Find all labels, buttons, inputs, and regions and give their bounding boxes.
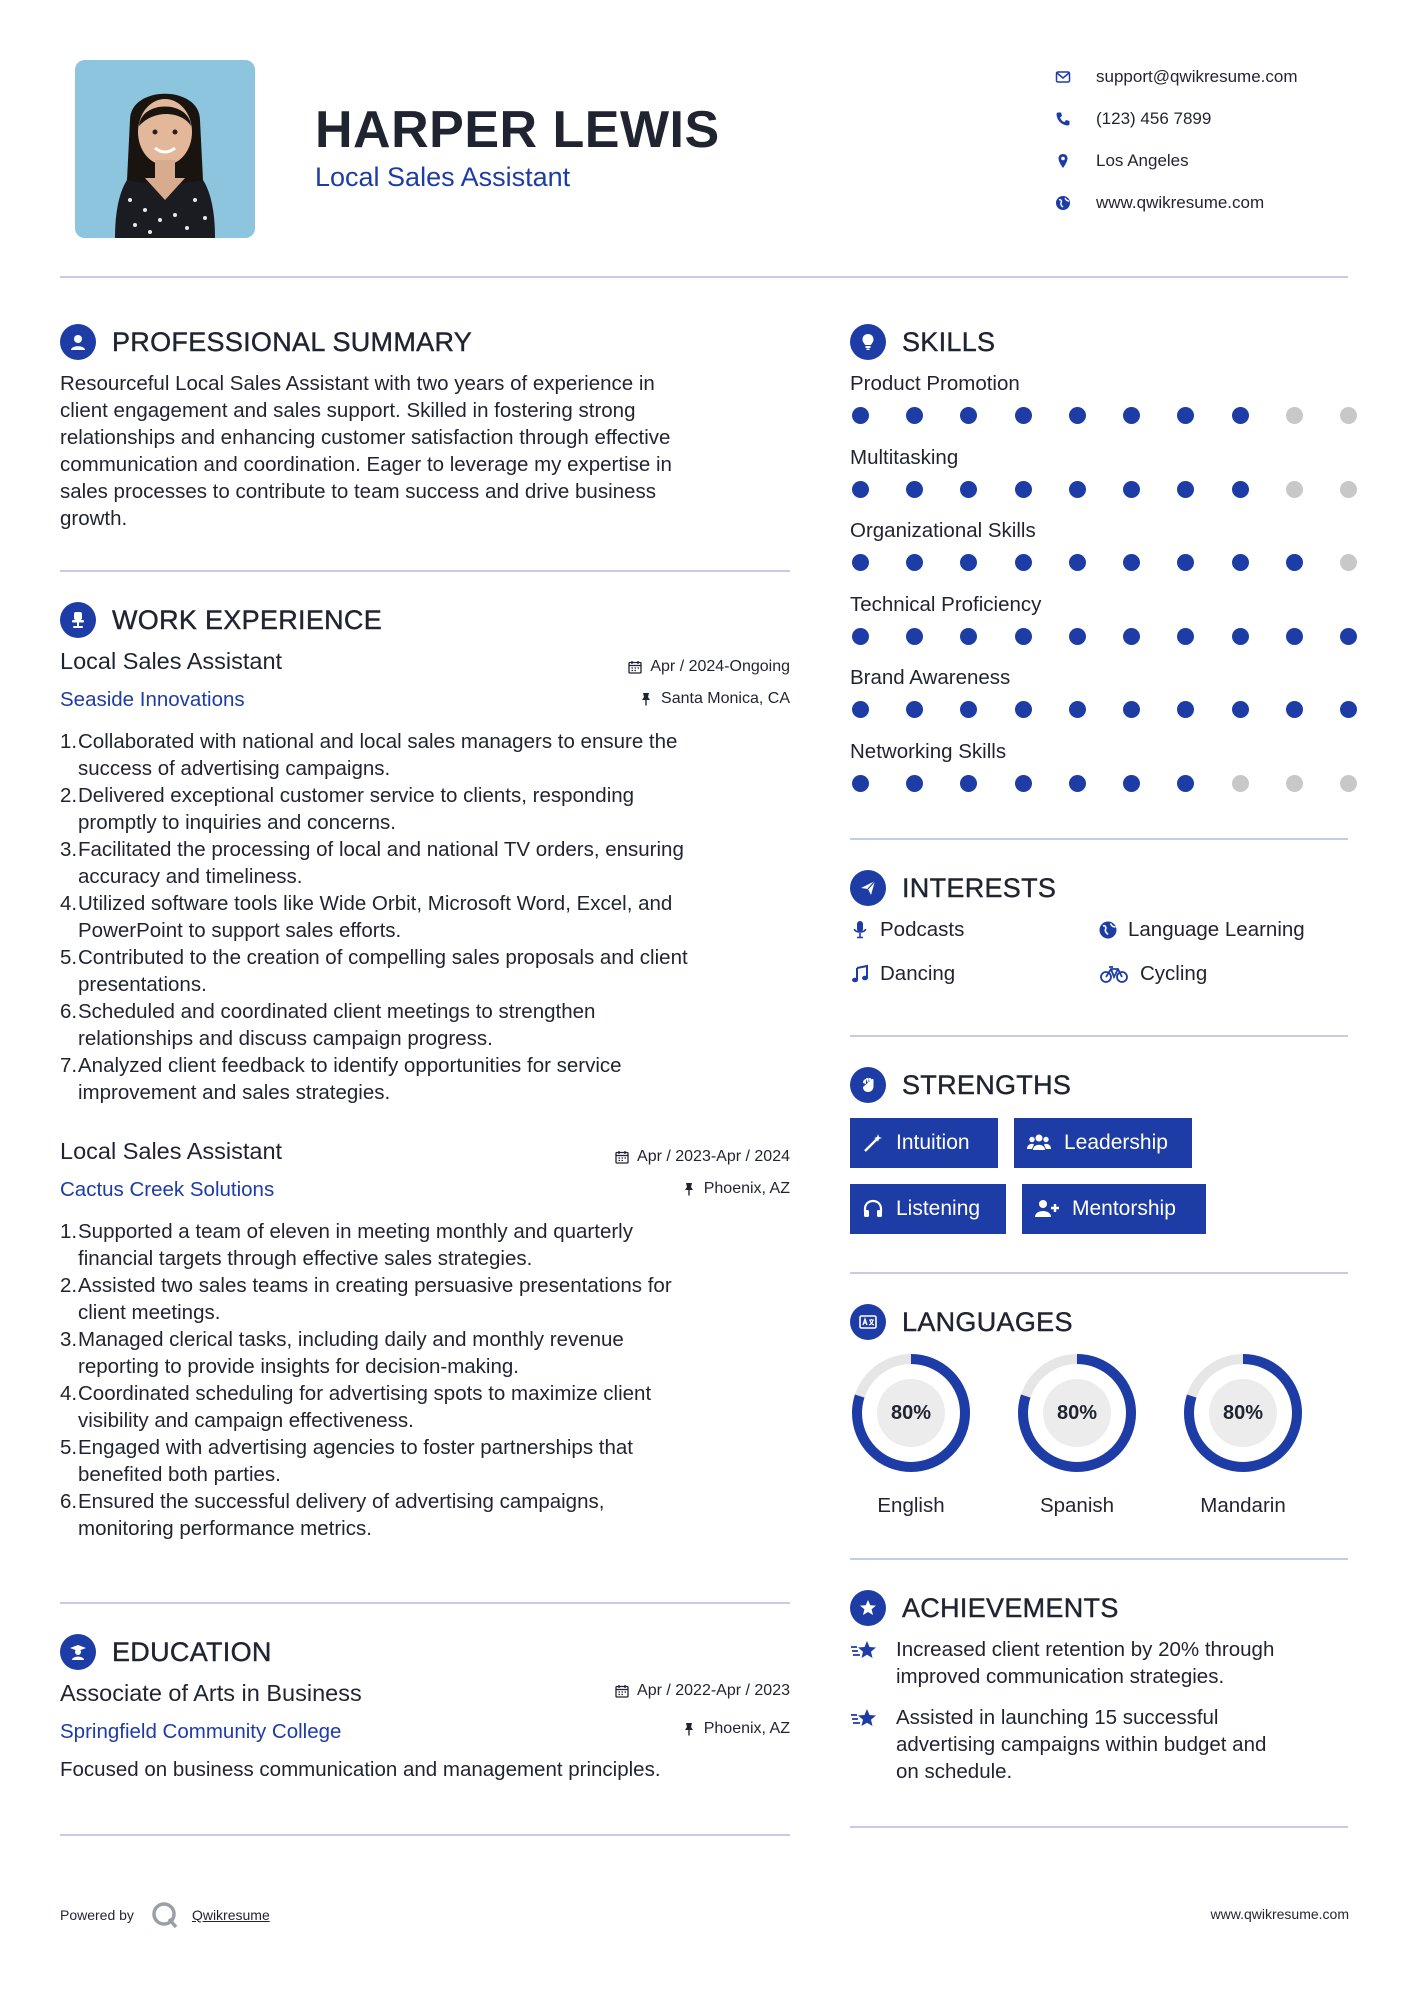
rating-dot-filled: [1069, 554, 1086, 571]
rating-dot-filled: [1069, 628, 1086, 645]
education-dates: [540, 1682, 790, 1700]
job-1-location: [540, 690, 790, 708]
rating-dot-filled: [906, 775, 923, 792]
rating-dot-filled: [1015, 481, 1032, 498]
experience-heading: [60, 602, 382, 638]
interest-cycling: [1098, 962, 1207, 986]
contact-email[interactable]: [1050, 56, 1380, 98]
rating-dot-filled: [1069, 775, 1086, 792]
rating-dot-filled: [960, 628, 977, 645]
rating-dot-filled: [960, 481, 977, 498]
rating-dot-filled: [1286, 554, 1303, 571]
skill-name: Brand Awareness: [850, 666, 1011, 689]
rating-dot-filled: [1123, 407, 1140, 424]
header-divider: [60, 276, 1348, 278]
list-item: Utilized software tools like Wide Orbit, Microsoft Word, Excel, and PowerPoint to support sales efforts.: [78, 892, 673, 942]
achievement-item: [850, 1636, 1348, 1690]
rating-dot-filled: [1177, 628, 1194, 645]
rating-dot-filled: [906, 481, 923, 498]
contact-email-text: support@qwikresume.com: [1096, 67, 1298, 86]
shooting-star-icon: [850, 1638, 880, 1664]
job-2-location: [540, 1180, 790, 1198]
skill-rating: [852, 775, 1357, 792]
globe-icon: [1098, 920, 1118, 940]
summary-line: sales processes to contribute to team success and drive business: [60, 480, 656, 503]
user-icon: [60, 324, 96, 360]
interest-dancing: [850, 962, 955, 986]
rating-dot-filled: [906, 628, 923, 645]
skills-divider: [850, 838, 1348, 840]
job-2-company: Cactus Creek Solutions: [60, 1178, 275, 1201]
summary-text: [60, 370, 800, 532]
summary-divider: [60, 570, 790, 572]
list-item: Assisted two sales teams in creating persuasive presentations for client meetings.: [78, 1274, 672, 1324]
strength-listening: [850, 1184, 1006, 1234]
interests-heading: [850, 870, 1056, 906]
education-location: [540, 1720, 790, 1738]
pushpin-icon: [682, 1722, 696, 1736]
list-item: Delivered exceptional customer service to clients, responding promptly to inquiries and concerns.: [78, 784, 635, 834]
rating-dot-filled: [852, 554, 869, 571]
envelope-icon: [1050, 67, 1076, 87]
rating-dot-filled: [1177, 481, 1194, 498]
strength-label: Listening: [896, 1197, 981, 1220]
globe-icon: [1050, 193, 1076, 213]
contact-list: [1050, 56, 1380, 224]
rating-dot-filled: [1015, 701, 1032, 718]
list-item: Scheduled and coordinated client meetings to strengthen relationships and discuss campaign progress.: [78, 1000, 596, 1050]
interest-label: Podcasts: [880, 918, 965, 941]
achievements-heading: [850, 1590, 1119, 1626]
list-item: Coordinated scheduling for advertising spots to maximize client visibility and campaign effectiveness.: [78, 1382, 652, 1432]
rating-dot-empty: [1286, 481, 1303, 498]
rating-dot-empty: [1340, 554, 1357, 571]
achievements-title: ACHIEVEMENTS: [902, 1592, 1119, 1623]
interest-language-learning: [1098, 918, 1305, 942]
star-badge-icon: [850, 1590, 886, 1626]
interests-title: INTERESTS: [902, 872, 1057, 903]
rating-dot-filled: [1286, 628, 1303, 645]
rating-dot-filled: [1015, 628, 1032, 645]
language-percent: 80%: [890, 1401, 932, 1424]
candidate-name: HARPER LEWIS: [315, 101, 720, 159]
paper-plane-icon: [850, 870, 886, 906]
strengths-divider: [850, 1272, 1348, 1274]
microphone-icon: [850, 920, 870, 940]
education-dates-text: Apr / 2022-Apr / 2023: [637, 1682, 790, 1699]
rating-dot-filled: [1340, 701, 1357, 718]
education-location-text: Phoenix, AZ: [703, 1720, 790, 1737]
summary-line: growth.: [60, 507, 128, 530]
summary-title: PROFESSIONAL SUMMARY: [112, 326, 473, 357]
rating-dot-filled: [1177, 701, 1194, 718]
rating-dot-filled: [1015, 775, 1032, 792]
education-title: EDUCATION: [112, 1636, 272, 1667]
skill-name: Multitasking: [850, 445, 959, 469]
job-2-location-text: Phoenix, AZ: [703, 1180, 790, 1197]
fist-icon: [850, 1067, 886, 1103]
interest-label: Dancing: [880, 962, 956, 985]
list-item: Facilitated the processing of local and national TV orders, ensuring accuracy and timeliness.: [78, 838, 684, 888]
rating-dot-filled: [852, 481, 869, 498]
chair-icon: [60, 602, 96, 638]
language-name: English: [877, 1494, 945, 1517]
skill-rating: [852, 481, 1357, 498]
interest-podcasts: [850, 918, 964, 942]
job-1-dates: [540, 658, 790, 676]
language-card-icon: [850, 1304, 886, 1340]
music-note-icon: [850, 964, 870, 984]
strength-label: Leadership: [1064, 1131, 1168, 1154]
strength-label: Mentorship: [1072, 1197, 1176, 1220]
graduate-icon: [60, 1634, 96, 1670]
job-2-title: Local Sales Assistant: [60, 1138, 283, 1164]
brand-link[interactable]: Qwikresume: [191, 1907, 270, 1923]
language-item: [1182, 1352, 1304, 1518]
interests-divider: [850, 1035, 1348, 1037]
summary-line: communication and coordination. Eager to leverage my expertise in: [60, 453, 672, 476]
profile-photo: [75, 60, 255, 238]
contact-location: [1050, 140, 1380, 182]
rating-dot-filled: [1177, 775, 1194, 792]
rating-dot-filled: [1232, 701, 1249, 718]
interest-label: Language Learning: [1128, 918, 1305, 941]
skill-name: Organizational Skills: [850, 519, 1036, 542]
skill-rating: [852, 407, 1357, 424]
qwikresume-logo-icon: [150, 1900, 180, 1930]
achievement-line: on schedule.: [896, 1760, 1013, 1783]
achievement-line: advertising campaigns within budget and: [896, 1733, 1267, 1756]
skill-rating: [852, 554, 1357, 571]
language-name: Mandarin: [1200, 1494, 1286, 1517]
education-degree: Associate of Arts in Business: [60, 1680, 362, 1706]
education-divider: [60, 1834, 790, 1836]
job-1-company: Seaside Innovations: [60, 688, 245, 711]
footer-website[interactable]: www.qwikresume.com: [1210, 1906, 1349, 1922]
list-item: Managed clerical tasks, including daily and monthly revenue reporting to provide insights for decision-making.: [78, 1328, 624, 1378]
language-item: [1016, 1352, 1138, 1518]
rating-dot-filled: [1123, 701, 1140, 718]
headphones-icon: [862, 1198, 884, 1220]
job-1-dates-text: Apr / 2024-Ongoing: [650, 658, 790, 675]
rating-dot-filled: [1232, 481, 1249, 498]
rating-dot-filled: [1232, 554, 1249, 571]
list-item: Engaged with advertising agencies to foster partnerships that benefited both parties.: [78, 1436, 633, 1486]
skill-name: Technical Proficiency: [850, 592, 1042, 616]
interest-label: Cycling: [1140, 962, 1208, 985]
job-1-responsibilities: [60, 728, 800, 1106]
rating-dot-empty: [1340, 407, 1357, 424]
rating-dot-filled: [960, 554, 977, 571]
job-2-dates-text: Apr / 2023-Apr / 2024: [637, 1148, 790, 1165]
rating-dot-filled: [960, 407, 977, 424]
list-item: Collaborated with national and local sales managers to ensure the success of advertising campaigns.: [78, 730, 678, 780]
rating-dot-filled: [1015, 407, 1032, 424]
list-item: Supported a team of eleven in meeting monthly and quarterly financial targets through effective sales strategies.: [78, 1220, 633, 1270]
rating-dot-filled: [1069, 701, 1086, 718]
education-description: Focused on business communication and management principles.: [60, 1758, 661, 1781]
rating-dot-filled: [852, 701, 869, 718]
rating-dot-filled: [960, 775, 977, 792]
profile-photo-illustration: [75, 60, 255, 238]
users-icon: [1026, 1132, 1052, 1154]
phone-icon: [1050, 109, 1076, 129]
language-item: [850, 1352, 972, 1518]
job-1-location-text: Santa Monica, CA: [661, 690, 790, 707]
list-item: Ensured the successful delivery of advertising campaigns, monitoring performance metrics.: [78, 1490, 605, 1540]
strength-label: Intuition: [896, 1131, 970, 1154]
user-plus-icon: [1034, 1198, 1060, 1220]
strengths-title: STRENGTHS: [902, 1069, 1072, 1100]
list-item: Analyzed client feedback to identify opportunities for service improvement and sales strategies.: [78, 1054, 622, 1104]
job-1-title: Local Sales Assistant: [60, 648, 283, 674]
skills-heading: [850, 324, 995, 360]
languages-heading: [850, 1304, 1073, 1340]
skill-name: Product Promotion: [850, 372, 1020, 395]
language-percent: 80%: [1222, 1401, 1264, 1424]
rating-dot-empty: [1340, 775, 1357, 792]
calendar-icon: [615, 1150, 629, 1164]
languages-divider: [850, 1558, 1348, 1560]
education-school: Springfield Community College: [60, 1720, 342, 1743]
rating-dot-filled: [906, 554, 923, 571]
list-item: Contributed to the creation of compelling sales proposals and client presentations.: [78, 946, 688, 996]
strengths-heading: [850, 1067, 1071, 1103]
rating-dot-filled: [1123, 628, 1140, 645]
rating-dot-filled: [906, 701, 923, 718]
rating-dot-empty: [1286, 775, 1303, 792]
footer-powered-by: [60, 1900, 270, 1930]
skill-rating: [852, 628, 1357, 645]
rating-dot-filled: [1123, 554, 1140, 571]
rating-dot-filled: [852, 407, 869, 424]
languages-title: LANGUAGES: [902, 1306, 1073, 1337]
rating-dot-filled: [906, 407, 923, 424]
language-name: Spanish: [1039, 1494, 1115, 1517]
rating-dot-filled: [1069, 481, 1086, 498]
pushpin-icon: [639, 692, 653, 706]
rating-dot-filled: [960, 701, 977, 718]
magic-wand-icon: [862, 1132, 884, 1154]
shooting-star-icon: [850, 1706, 880, 1732]
powered-by-text: Powered by: [60, 1907, 134, 1923]
achievements-divider: [850, 1826, 1348, 1828]
rating-dot-empty: [1232, 775, 1249, 792]
rating-dot-filled: [1123, 481, 1140, 498]
skill-name: Networking Skills: [850, 739, 1007, 763]
summary-heading: [60, 324, 472, 360]
rating-dot-filled: [1232, 628, 1249, 645]
calendar-icon: [615, 1684, 629, 1698]
bicycle-icon: [1098, 964, 1130, 984]
contact-location-text: Los Angeles: [1096, 151, 1189, 170]
skill-rating: [852, 701, 1357, 718]
achievement-line: Increased client retention by 20% through: [896, 1638, 1275, 1661]
rating-dot-empty: [1286, 407, 1303, 424]
education-heading: [60, 1634, 272, 1670]
rating-dot-filled: [852, 775, 869, 792]
summary-line: Resourceful Local Sales Assistant with two years of experience in: [60, 372, 655, 395]
calendar-icon: [628, 660, 642, 674]
contact-website[interactable]: [1050, 182, 1380, 224]
achievement-line: improved communication strategies.: [896, 1665, 1225, 1688]
language-percent: 80%: [1056, 1401, 1098, 1424]
rating-dot-filled: [1015, 554, 1032, 571]
strength-intuition: [850, 1118, 998, 1168]
pushpin-icon: [682, 1182, 696, 1196]
rating-dot-filled: [1286, 701, 1303, 718]
experience-title: WORK EXPERIENCE: [112, 604, 383, 635]
lightbulb-icon: [850, 324, 886, 360]
rating-dot-filled: [1177, 407, 1194, 424]
rating-dot-filled: [1123, 775, 1140, 792]
contact-phone[interactable]: [1050, 98, 1380, 140]
rating-dot-filled: [1069, 407, 1086, 424]
rating-dot-filled: [1340, 628, 1357, 645]
achievement-line: Assisted in launching 15 successful: [896, 1706, 1219, 1729]
achievement-item: [850, 1704, 1348, 1785]
map-pin-icon: [1050, 151, 1076, 171]
rating-dot-filled: [852, 628, 869, 645]
contact-website-text: www.qwikresume.com: [1096, 193, 1265, 212]
rating-dot-filled: [1177, 554, 1194, 571]
job-2-responsibilities: [60, 1218, 800, 1542]
candidate-role: Local Sales Assistant: [315, 162, 571, 192]
skills-title: SKILLS: [902, 326, 996, 357]
strength-leadership: [1014, 1118, 1192, 1168]
summary-line: relationships and enhancing customer satisfaction through effective: [60, 426, 671, 449]
contact-phone-text: (123) 456 7899: [1096, 109, 1212, 128]
summary-line: client engagement and sales support. Skilled in fostering strong: [60, 399, 636, 422]
rating-dot-filled: [1232, 407, 1249, 424]
strength-mentorship: [1022, 1184, 1206, 1234]
job-2-dates: [540, 1148, 790, 1166]
experience-divider: [60, 1602, 790, 1604]
rating-dot-empty: [1340, 481, 1357, 498]
